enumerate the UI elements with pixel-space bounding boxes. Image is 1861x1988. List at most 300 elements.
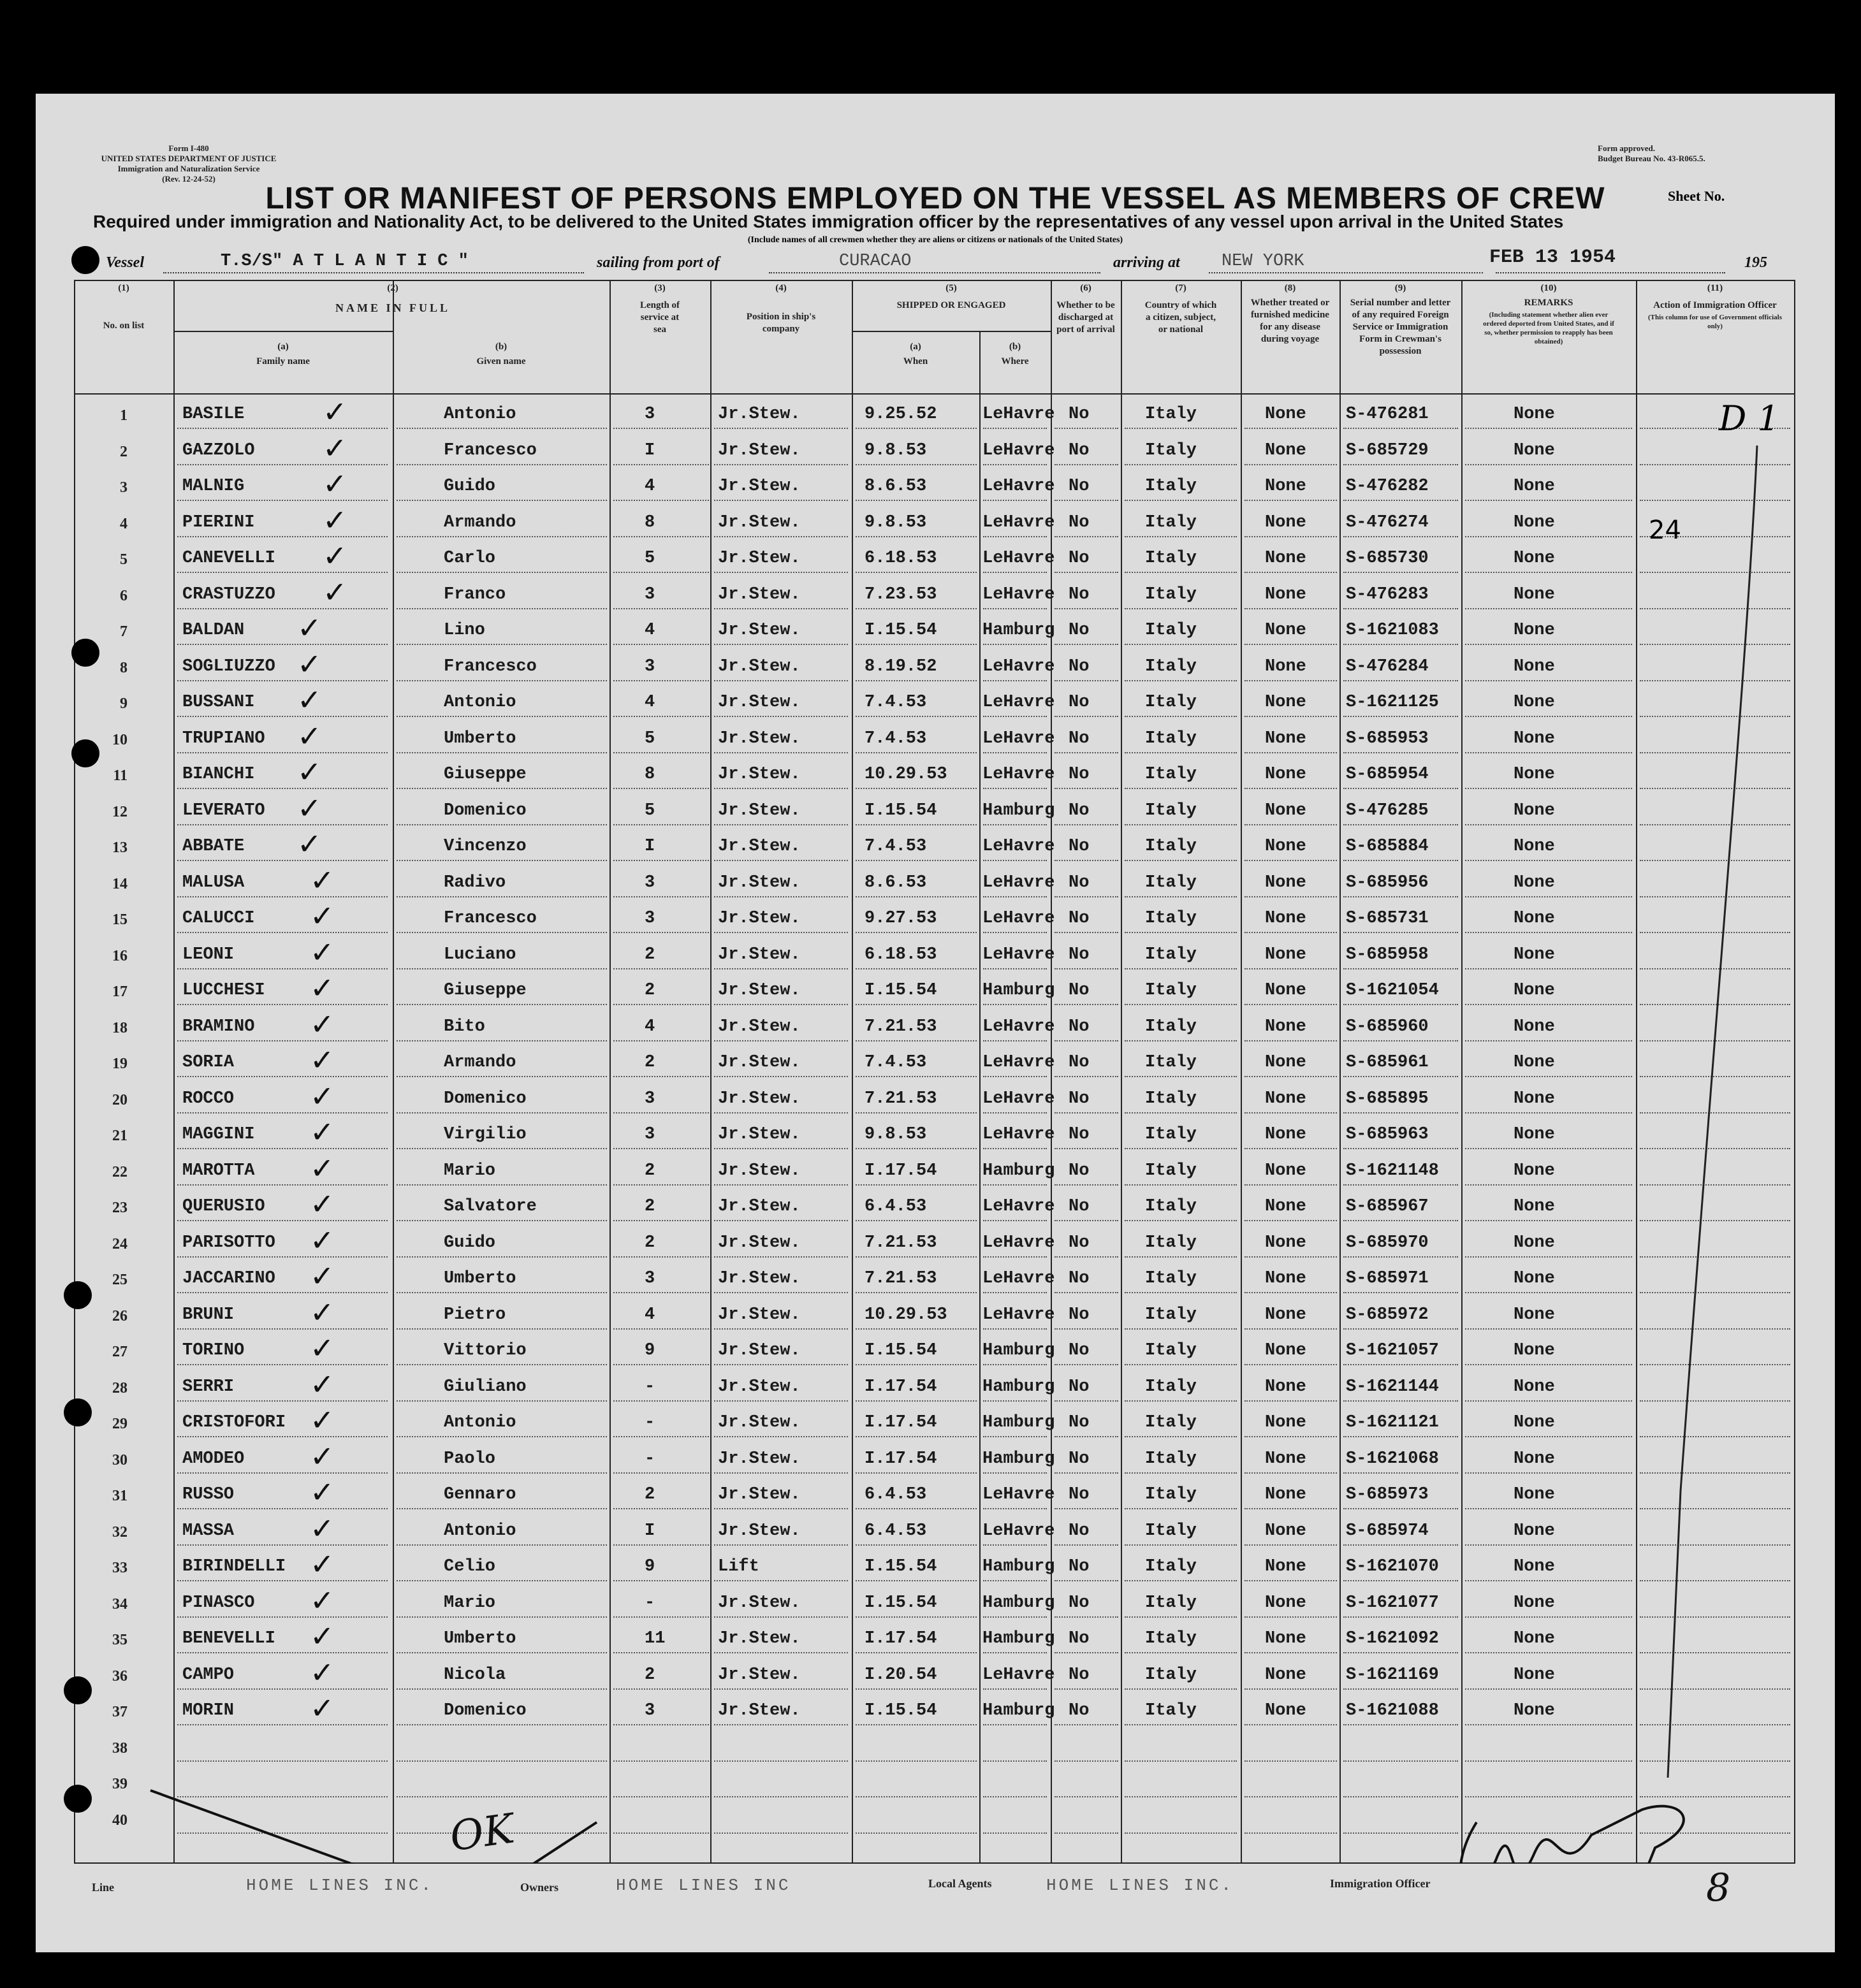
cell-position: Jr.Stew. bbox=[718, 584, 801, 604]
cell-given: Antonio bbox=[444, 405, 516, 424]
subtitle-note: (Include names of all crewmen whether they are aliens or citizens or nationals of the United States) bbox=[747, 235, 1123, 245]
cell-family: QUERUSIO bbox=[182, 1197, 265, 1216]
cell-serial: S-685963 bbox=[1346, 1125, 1429, 1144]
cell-serial: S-685967 bbox=[1346, 1197, 1429, 1216]
check-mark: ✓ bbox=[310, 1150, 335, 1186]
row-number: 26 bbox=[112, 1307, 128, 1324]
cell-where: LeHavre bbox=[982, 873, 1055, 892]
col-discharged-header: (6) Whether to be discharged at port of arrival bbox=[1056, 283, 1115, 335]
cell-serial: S-685970 bbox=[1346, 1233, 1429, 1252]
row-number: 16 bbox=[112, 947, 128, 964]
cell-discharged: No bbox=[1069, 1413, 1090, 1432]
col-country-header: (7) Country of which a citizen, subject, or national bbox=[1144, 283, 1217, 335]
col-service-header: (3) Length of service at sea bbox=[639, 283, 680, 335]
row-number: 5 bbox=[120, 551, 128, 568]
cell-given: Giuseppe bbox=[444, 981, 527, 1000]
cell-family: BIANCHI bbox=[182, 765, 255, 784]
cell-service: 2 bbox=[645, 1197, 655, 1216]
officer-label: Immigration Officer bbox=[1330, 1877, 1431, 1890]
check-mark: ✓ bbox=[310, 1583, 335, 1618]
cell-where: Hamburg bbox=[982, 1161, 1055, 1180]
check-mark: ✓ bbox=[310, 1691, 335, 1725]
cell-discharged: No bbox=[1069, 981, 1090, 1000]
cell-given: Virgilio bbox=[444, 1125, 527, 1144]
row-number: 2 bbox=[120, 443, 128, 460]
cell-medicine: None bbox=[1265, 657, 1306, 676]
check-mark: ✓ bbox=[323, 467, 347, 501]
cell-where: LeHavre bbox=[982, 1305, 1055, 1324]
cell-where: LeHavre bbox=[982, 1521, 1055, 1541]
cell-where: Hamburg bbox=[982, 1449, 1055, 1469]
cell-position: Jr.Stew. bbox=[718, 1593, 801, 1613]
cell-serial: S-685956 bbox=[1346, 873, 1429, 892]
check-mark: ✓ bbox=[310, 1006, 335, 1041]
cell-discharged: No bbox=[1069, 801, 1090, 820]
row-number: 22 bbox=[112, 1163, 128, 1180]
cell-discharged: No bbox=[1069, 440, 1090, 460]
department: UNITED STATES DEPARTMENT OF JUSTICE bbox=[101, 154, 277, 163]
row-number: 1 bbox=[120, 407, 128, 424]
cell-given: Antonio bbox=[444, 1413, 516, 1432]
row-number: 36 bbox=[112, 1667, 128, 1685]
cell-service: - bbox=[645, 1593, 655, 1613]
cell-where: LeHavre bbox=[982, 440, 1055, 460]
cell-when: 9.8.53 bbox=[865, 1125, 927, 1144]
cell-medicine: None bbox=[1265, 729, 1306, 748]
row-number: 20 bbox=[112, 1091, 128, 1108]
check-mark: ✓ bbox=[323, 430, 347, 465]
check-mark: ✓ bbox=[323, 574, 347, 609]
cell-country: Italy bbox=[1145, 1629, 1197, 1648]
cell-position: Jr.Stew. bbox=[718, 621, 801, 640]
cell-serial: S-685729 bbox=[1346, 440, 1429, 460]
cell-family: BENEVELLI bbox=[182, 1629, 275, 1648]
signature-scribble bbox=[1460, 1806, 1683, 1864]
row-number: 25 bbox=[112, 1272, 128, 1288]
form-number: Form I-480 bbox=[168, 143, 209, 153]
cell-medicine: None bbox=[1265, 1485, 1306, 1504]
cell-medicine: None bbox=[1265, 1665, 1306, 1685]
cell-medicine: None bbox=[1265, 1593, 1306, 1613]
check-mark: ✓ bbox=[310, 1115, 335, 1149]
cell-country: Italy bbox=[1145, 1341, 1197, 1360]
cell-given: Gennaro bbox=[444, 1485, 516, 1504]
cell-given: Paolo bbox=[444, 1449, 496, 1469]
check-mark: ✓ bbox=[310, 1043, 335, 1077]
check-mark: ✓ bbox=[297, 718, 322, 753]
cell-medicine: None bbox=[1265, 1017, 1306, 1036]
page-title: LIST OR MANIFEST OF PERSONS EMPLOYED ON THE VESSEL AS MEMBERS OF CREW bbox=[265, 182, 1605, 215]
cell-service: - bbox=[645, 1377, 655, 1397]
cell-when: 7.21.53 bbox=[865, 1017, 937, 1036]
sheet-number-label: Sheet No. bbox=[1668, 188, 1725, 204]
cell-given: Giuseppe bbox=[444, 765, 527, 784]
cell-serial: S-685973 bbox=[1346, 1485, 1429, 1504]
cell-discharged: No bbox=[1069, 1557, 1090, 1576]
cell-country: Italy bbox=[1145, 477, 1197, 496]
binder-hole bbox=[64, 1281, 92, 1309]
cell-where: Hamburg bbox=[982, 801, 1055, 820]
cell-service: 3 bbox=[645, 584, 655, 604]
cell-remarks: None bbox=[1514, 1089, 1555, 1108]
cell-discharged: No bbox=[1069, 1053, 1090, 1072]
cell-service: 2 bbox=[645, 945, 655, 964]
cell-discharged: No bbox=[1069, 1269, 1090, 1288]
cell-country: Italy bbox=[1145, 657, 1197, 676]
cell-country: Italy bbox=[1145, 1485, 1197, 1504]
cell-when: I.15.54 bbox=[865, 1341, 937, 1360]
cell-given: Nicola bbox=[444, 1665, 506, 1685]
cell-discharged: No bbox=[1069, 1665, 1090, 1685]
cell-discharged: No bbox=[1069, 837, 1090, 856]
cell-remarks: None bbox=[1514, 512, 1555, 532]
cell-country: Italy bbox=[1145, 621, 1197, 640]
cell-given: Pietro bbox=[444, 1305, 506, 1324]
cell-family: MAROTTA bbox=[182, 1161, 255, 1180]
cell-remarks: None bbox=[1514, 1413, 1555, 1432]
cell-serial: S-1621057 bbox=[1346, 1341, 1439, 1360]
cell-where: Hamburg bbox=[982, 1341, 1055, 1360]
check-mark: ✓ bbox=[310, 1547, 335, 1581]
binder-hole bbox=[64, 1398, 92, 1426]
cell-remarks: None bbox=[1514, 1377, 1555, 1397]
cell-remarks: None bbox=[1514, 729, 1555, 748]
col-given-header: (b) Given name bbox=[476, 342, 526, 366]
cell-serial: S-476274 bbox=[1346, 512, 1429, 532]
year-suffix: 195 bbox=[1744, 254, 1767, 271]
row-number: 17 bbox=[112, 983, 128, 1000]
cell-service: 3 bbox=[645, 909, 655, 928]
vessel-name: T.S/S" A T L A N T I C " bbox=[221, 252, 469, 271]
cell-remarks: None bbox=[1514, 837, 1555, 856]
cell-family: CALUCCI bbox=[182, 909, 255, 928]
cell-family: CANEVELLI bbox=[182, 549, 275, 568]
cell-remarks: None bbox=[1514, 1305, 1555, 1324]
sailing-label: sailing from port of bbox=[597, 254, 720, 271]
cell-when: 6.4.53 bbox=[865, 1197, 927, 1216]
cell-country: Italy bbox=[1145, 765, 1197, 784]
cell-where: LeHavre bbox=[982, 1197, 1055, 1216]
row-number: 35 bbox=[112, 1632, 128, 1648]
cell-serial: S-1621054 bbox=[1346, 981, 1439, 1000]
cell-position: Jr.Stew. bbox=[718, 1629, 801, 1648]
cell-service: 3 bbox=[645, 405, 655, 424]
cell-service: I bbox=[645, 1521, 655, 1541]
binder-hole bbox=[64, 1676, 92, 1704]
row-number: 18 bbox=[112, 1019, 128, 1036]
manifest-sheet bbox=[36, 94, 1835, 1952]
cell-where: LeHavre bbox=[982, 765, 1055, 784]
cell-service: 5 bbox=[645, 549, 655, 568]
cell-where: Hamburg bbox=[982, 1629, 1055, 1648]
cell-position: Jr.Stew. bbox=[718, 657, 801, 676]
cell-country: Italy bbox=[1145, 405, 1197, 424]
cell-discharged: No bbox=[1069, 1233, 1090, 1252]
service: Immigration and Naturalization Service bbox=[117, 164, 260, 173]
cell-medicine: None bbox=[1265, 1521, 1306, 1541]
cell-serial: S-476285 bbox=[1346, 801, 1429, 820]
row-number: 33 bbox=[112, 1560, 128, 1576]
row-number: 3 bbox=[120, 479, 128, 496]
cell-family: CRASTUZZO bbox=[182, 584, 275, 604]
cell-discharged: No bbox=[1069, 512, 1090, 532]
cell-family: BRUNI bbox=[182, 1305, 235, 1324]
cell-position: Jr.Stew. bbox=[718, 693, 801, 712]
cell-family: PARISOTTO bbox=[182, 1233, 275, 1252]
cell-remarks: None bbox=[1514, 477, 1555, 496]
cell-position: Jr.Stew. bbox=[718, 1449, 801, 1469]
cell-family: BALDAN bbox=[182, 621, 245, 640]
cell-country: Italy bbox=[1145, 1413, 1197, 1432]
row-number: 6 bbox=[120, 587, 128, 604]
cell-given: Vittorio bbox=[444, 1341, 527, 1360]
cell-service: 3 bbox=[645, 873, 655, 892]
cell-service: 3 bbox=[645, 1701, 655, 1720]
check-mark: ✓ bbox=[323, 395, 347, 429]
cell-when: 9.8.53 bbox=[865, 440, 927, 460]
cell-service: - bbox=[645, 1413, 655, 1432]
cell-when: I.15.54 bbox=[865, 1593, 937, 1613]
cell-position: Jr.Stew. bbox=[718, 549, 801, 568]
cell-discharged: No bbox=[1069, 657, 1090, 676]
cell-where: LeHavre bbox=[982, 584, 1055, 604]
cell-where: LeHavre bbox=[982, 405, 1055, 424]
check-mark: ✓ bbox=[310, 1439, 335, 1474]
cell-serial: S-1621148 bbox=[1346, 1161, 1439, 1180]
col-when-header: (a) When bbox=[903, 342, 928, 366]
row-number: 30 bbox=[112, 1451, 128, 1469]
cell-serial: S-1621070 bbox=[1346, 1557, 1439, 1576]
cell-given: Armando bbox=[444, 1053, 516, 1072]
cell-where: LeHavre bbox=[982, 1125, 1055, 1144]
cell-service: 9 bbox=[645, 1341, 655, 1360]
cell-where: Hamburg bbox=[982, 621, 1055, 640]
row-number: 29 bbox=[112, 1416, 128, 1432]
cell-family: MALUSA bbox=[182, 873, 245, 892]
cell-remarks: None bbox=[1514, 1125, 1555, 1144]
cell-service: 4 bbox=[645, 693, 655, 712]
cell-family: LEONI bbox=[182, 945, 235, 964]
cell-country: Italy bbox=[1145, 693, 1197, 712]
cell-given: Carlo bbox=[444, 549, 496, 568]
cell-service: 8 bbox=[645, 765, 655, 784]
cell-service: 2 bbox=[645, 981, 655, 1000]
cell-serial: S-685953 bbox=[1346, 729, 1429, 748]
cell-family: LEVERATO bbox=[182, 801, 265, 820]
col-medicine-header: (8) Whether treated or furnished medicine for any disease during voyage bbox=[1250, 283, 1330, 344]
col-shipped-header: (5) SHIPPED OR ENGAGED bbox=[896, 283, 1006, 310]
cell-position: Jr.Stew. bbox=[718, 1305, 801, 1324]
cell-discharged: No bbox=[1069, 584, 1090, 604]
cell-medicine: None bbox=[1265, 837, 1306, 856]
row-number: 9 bbox=[120, 695, 128, 712]
cell-remarks: None bbox=[1514, 1017, 1555, 1036]
cell-medicine: None bbox=[1265, 909, 1306, 928]
cell-country: Italy bbox=[1145, 1305, 1197, 1324]
cell-position: Jr.Stew. bbox=[718, 1233, 801, 1252]
cell-remarks: None bbox=[1514, 693, 1555, 712]
cell-position: Jr.Stew. bbox=[718, 1413, 801, 1432]
cell-where: LeHavre bbox=[982, 909, 1055, 928]
cell-where: LeHavre bbox=[982, 945, 1055, 964]
cell-remarks: None bbox=[1514, 1701, 1555, 1720]
cell-country: Italy bbox=[1145, 909, 1197, 928]
cell-discharged: No bbox=[1069, 765, 1090, 784]
cell-remarks: None bbox=[1514, 1629, 1555, 1648]
cell-where: Hamburg bbox=[982, 1377, 1055, 1397]
cell-given: Giuliano bbox=[444, 1377, 527, 1397]
cell-given: Francesco bbox=[444, 440, 537, 460]
check-mark: ✓ bbox=[310, 1259, 335, 1293]
cell-position: Jr.Stew. bbox=[718, 765, 801, 784]
cell-remarks: None bbox=[1514, 873, 1555, 892]
row-number: 21 bbox=[112, 1128, 128, 1144]
cell-where: LeHavre bbox=[982, 693, 1055, 712]
cell-position: Jr.Stew. bbox=[718, 1161, 801, 1180]
cell-family: BIRINDELLI bbox=[182, 1557, 286, 1576]
page-number: 8 bbox=[1706, 1866, 1731, 1910]
cell-country: Italy bbox=[1145, 981, 1197, 1000]
cell-country: Italy bbox=[1145, 1197, 1197, 1216]
cell-position: Jr.Stew. bbox=[718, 1377, 801, 1397]
check-mark: ✓ bbox=[310, 934, 335, 969]
cell-remarks: None bbox=[1514, 1197, 1555, 1216]
cell-remarks: None bbox=[1514, 1161, 1555, 1180]
cell-where: LeHavre bbox=[982, 549, 1055, 568]
col-position-header: (4) Position in ship's company bbox=[746, 283, 816, 334]
cell-given: Antonio bbox=[444, 1521, 516, 1541]
cell-remarks: None bbox=[1514, 1665, 1555, 1685]
cell-medicine: None bbox=[1265, 440, 1306, 460]
cell-serial: S-1621077 bbox=[1346, 1593, 1439, 1613]
check-mark: ✓ bbox=[297, 683, 322, 717]
cell-discharged: No bbox=[1069, 1197, 1090, 1216]
cell-family: RUSSO bbox=[182, 1485, 235, 1504]
cell-remarks: None bbox=[1514, 440, 1555, 460]
cell-medicine: None bbox=[1265, 1161, 1306, 1180]
cell-where: LeHavre bbox=[982, 1089, 1055, 1108]
form-approved: Form approved. bbox=[1598, 143, 1656, 153]
check-mark: ✓ bbox=[310, 1475, 335, 1509]
cell-medicine: None bbox=[1265, 873, 1306, 892]
cell-when: I.15.54 bbox=[865, 981, 937, 1000]
cell-family: SOGLIUZZO bbox=[182, 657, 275, 676]
cell-when: 6.4.53 bbox=[865, 1521, 927, 1541]
check-mark: ✓ bbox=[297, 611, 322, 645]
cell-when: 8.19.52 bbox=[865, 657, 937, 676]
cell-service: 8 bbox=[645, 512, 655, 532]
check-mark: ✓ bbox=[323, 539, 347, 573]
cell-position: Jr.Stew. bbox=[718, 1701, 801, 1720]
row-number: 13 bbox=[112, 839, 128, 856]
arriving-label: arriving at bbox=[1113, 254, 1180, 271]
cell-position: Jr.Stew. bbox=[718, 1125, 801, 1144]
cell-remarks: None bbox=[1514, 909, 1555, 928]
cell-given: Umberto bbox=[444, 1269, 516, 1288]
cell-service: 2 bbox=[645, 1665, 655, 1685]
cell-discharged: No bbox=[1069, 1485, 1090, 1504]
cell-country: Italy bbox=[1145, 1557, 1197, 1576]
row-number: 40 bbox=[112, 1811, 128, 1829]
subtitle: Required under immigration and Nationality Act, to be delivered to the United States immigration officer by the representatives of any vessel upon arrival in the United States bbox=[93, 212, 1564, 231]
cell-serial: S-476284 bbox=[1346, 657, 1429, 676]
binder-hole bbox=[64, 1785, 92, 1813]
cell-remarks: None bbox=[1514, 1233, 1555, 1252]
cell-where: LeHavre bbox=[982, 1485, 1055, 1504]
cell-serial: S-685958 bbox=[1346, 945, 1429, 964]
cell-when: 7.21.53 bbox=[865, 1269, 937, 1288]
row-number: 7 bbox=[120, 623, 128, 640]
form-header-left bbox=[80, 143, 297, 184]
cell-where: LeHavre bbox=[982, 477, 1055, 496]
cell-remarks: None bbox=[1514, 765, 1555, 784]
cell-discharged: No bbox=[1069, 1125, 1090, 1144]
cell-remarks: None bbox=[1514, 1485, 1555, 1504]
cell-family: MORIN bbox=[182, 1701, 235, 1720]
cell-remarks: None bbox=[1514, 1341, 1555, 1360]
cell-discharged: No bbox=[1069, 1377, 1090, 1397]
cell-where: Hamburg bbox=[982, 981, 1055, 1000]
cell-given: Salvatore bbox=[444, 1197, 537, 1216]
cell-discharged: No bbox=[1069, 1161, 1090, 1180]
cell-service: 2 bbox=[645, 1161, 655, 1180]
cell-given: Domenico bbox=[444, 801, 527, 820]
row-number: 27 bbox=[112, 1344, 128, 1360]
cell-position: Jr.Stew. bbox=[718, 512, 801, 532]
cell-serial: S-685961 bbox=[1346, 1053, 1429, 1072]
check-mark: ✓ bbox=[297, 827, 322, 861]
cell-where: LeHavre bbox=[982, 837, 1055, 856]
cell-medicine: None bbox=[1265, 1341, 1306, 1360]
cell-where: LeHavre bbox=[982, 729, 1055, 748]
row-number: 15 bbox=[112, 911, 128, 928]
cell-family: BRAMINO bbox=[182, 1017, 255, 1036]
check-mark: ✓ bbox=[297, 646, 322, 681]
cell-discharged: No bbox=[1069, 1305, 1090, 1324]
cell-discharged: No bbox=[1069, 1017, 1090, 1036]
cell-when: 7.4.53 bbox=[865, 729, 927, 748]
cell-discharged: No bbox=[1069, 1629, 1090, 1648]
cell-serial: S-685730 bbox=[1346, 549, 1429, 568]
cell-medicine: None bbox=[1265, 1053, 1306, 1072]
cell-medicine: None bbox=[1265, 1197, 1306, 1216]
cell-service: 4 bbox=[645, 1305, 655, 1324]
cell-given: Mario bbox=[444, 1593, 496, 1613]
cell-remarks: None bbox=[1514, 1269, 1555, 1288]
cell-serial: S-1621125 bbox=[1346, 693, 1439, 712]
cell-position: Jr.Stew. bbox=[718, 801, 801, 820]
cell-family: MASSA bbox=[182, 1521, 235, 1541]
cell-serial: S-685954 bbox=[1346, 765, 1429, 784]
crew-table bbox=[74, 280, 1795, 1864]
cell-remarks: None bbox=[1514, 584, 1555, 604]
cell-position: Jr.Stew. bbox=[718, 440, 801, 460]
cell-service: 3 bbox=[645, 1125, 655, 1144]
cell-country: Italy bbox=[1145, 512, 1197, 532]
cell-when: I.17.54 bbox=[865, 1449, 937, 1469]
vessel-label: Vessel bbox=[106, 254, 144, 271]
cell-discharged: No bbox=[1069, 693, 1090, 712]
cell-medicine: None bbox=[1265, 512, 1306, 532]
line-value: HOME LINES INC. bbox=[246, 1876, 434, 1895]
cell-where: Hamburg bbox=[982, 1593, 1055, 1613]
owners-label: Owners bbox=[520, 1881, 558, 1894]
cell-given: Antonio bbox=[444, 693, 516, 712]
cell-serial: S-685974 bbox=[1346, 1521, 1429, 1541]
cell-discharged: No bbox=[1069, 1089, 1090, 1108]
cell-when: 7.4.53 bbox=[865, 693, 927, 712]
row-number: 24 bbox=[112, 1235, 128, 1252]
